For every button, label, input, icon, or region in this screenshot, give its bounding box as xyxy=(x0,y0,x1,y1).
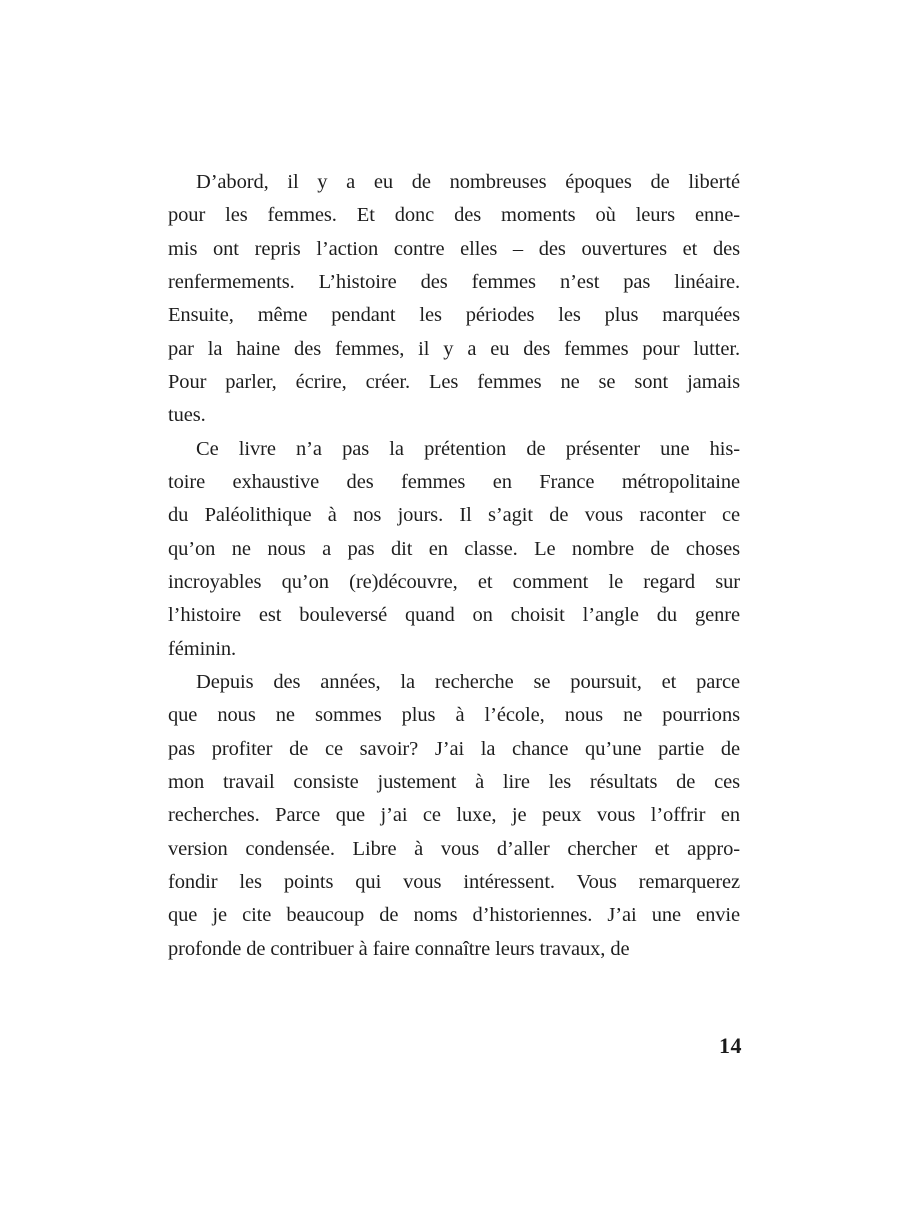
text-line: que je cite beaucoup de noms d’historiennes. J’ai une envie xyxy=(168,904,740,927)
text-line: pour les femmes. Et donc des moments où leurs enne- xyxy=(168,204,740,227)
body-text xyxy=(168,166,740,966)
page-number: 14 xyxy=(719,1033,742,1058)
text-line: féminin. xyxy=(168,637,237,660)
text-line: mis ont repris l’action contre elles – des ouvertures et des xyxy=(168,237,740,260)
text-line: profonde de contribuer à faire connaître leurs travaux, de xyxy=(168,937,630,960)
text-line: pas profiter de ce savoir? J’ai la chance qu’une partie de xyxy=(168,737,740,760)
text-line: qu’on ne nous a pas dit en classe. Le nombre de choses xyxy=(168,537,740,560)
text-line: Depuis des années, la recherche se poursuit, et parce xyxy=(196,670,740,693)
text-line: D’abord, il y a eu de nombreuses époques de liberté xyxy=(196,171,740,193)
text-line: recherches. Parce que j’ai ce luxe, je peux vous l’offrir en xyxy=(168,804,740,827)
text-line: Pour parler, écrire, créer. Les femmes ne se sont jamais xyxy=(168,370,740,393)
text-line: tues. xyxy=(168,404,206,427)
text-line: par la haine des femmes, il y a eu des femmes pour lutter. xyxy=(168,337,740,360)
text-line: l’histoire est bouleversé quand on choisit l’angle du genre xyxy=(168,604,740,627)
text-line: du Paléolithique à nos jours. Il s’agit de vous raconter ce xyxy=(168,504,740,527)
text-line: version condensée. Libre à vous d’aller chercher et appro- xyxy=(168,837,740,860)
text-line: incroyables qu’on (re)découvre, et comment le regard sur xyxy=(168,570,740,593)
text-line: Ce livre n’a pas la prétention de présenter une his- xyxy=(196,437,740,460)
text-line: que nous ne sommes plus à l’école, nous ne pourrions xyxy=(168,704,740,727)
text-line: renfermements. L’histoire des femmes n’est pas linéaire. xyxy=(168,270,740,293)
text-line: Ensuite, même pendant les périodes les plus marquées xyxy=(168,304,740,327)
text-line: fondir les points qui vous intéressent. Vous remarquerez xyxy=(168,870,740,893)
text-line: mon travail consiste justement à lire les résultats de ces xyxy=(168,770,740,793)
text-line: toire exhaustive des femmes en France métropolitaine xyxy=(168,470,740,493)
